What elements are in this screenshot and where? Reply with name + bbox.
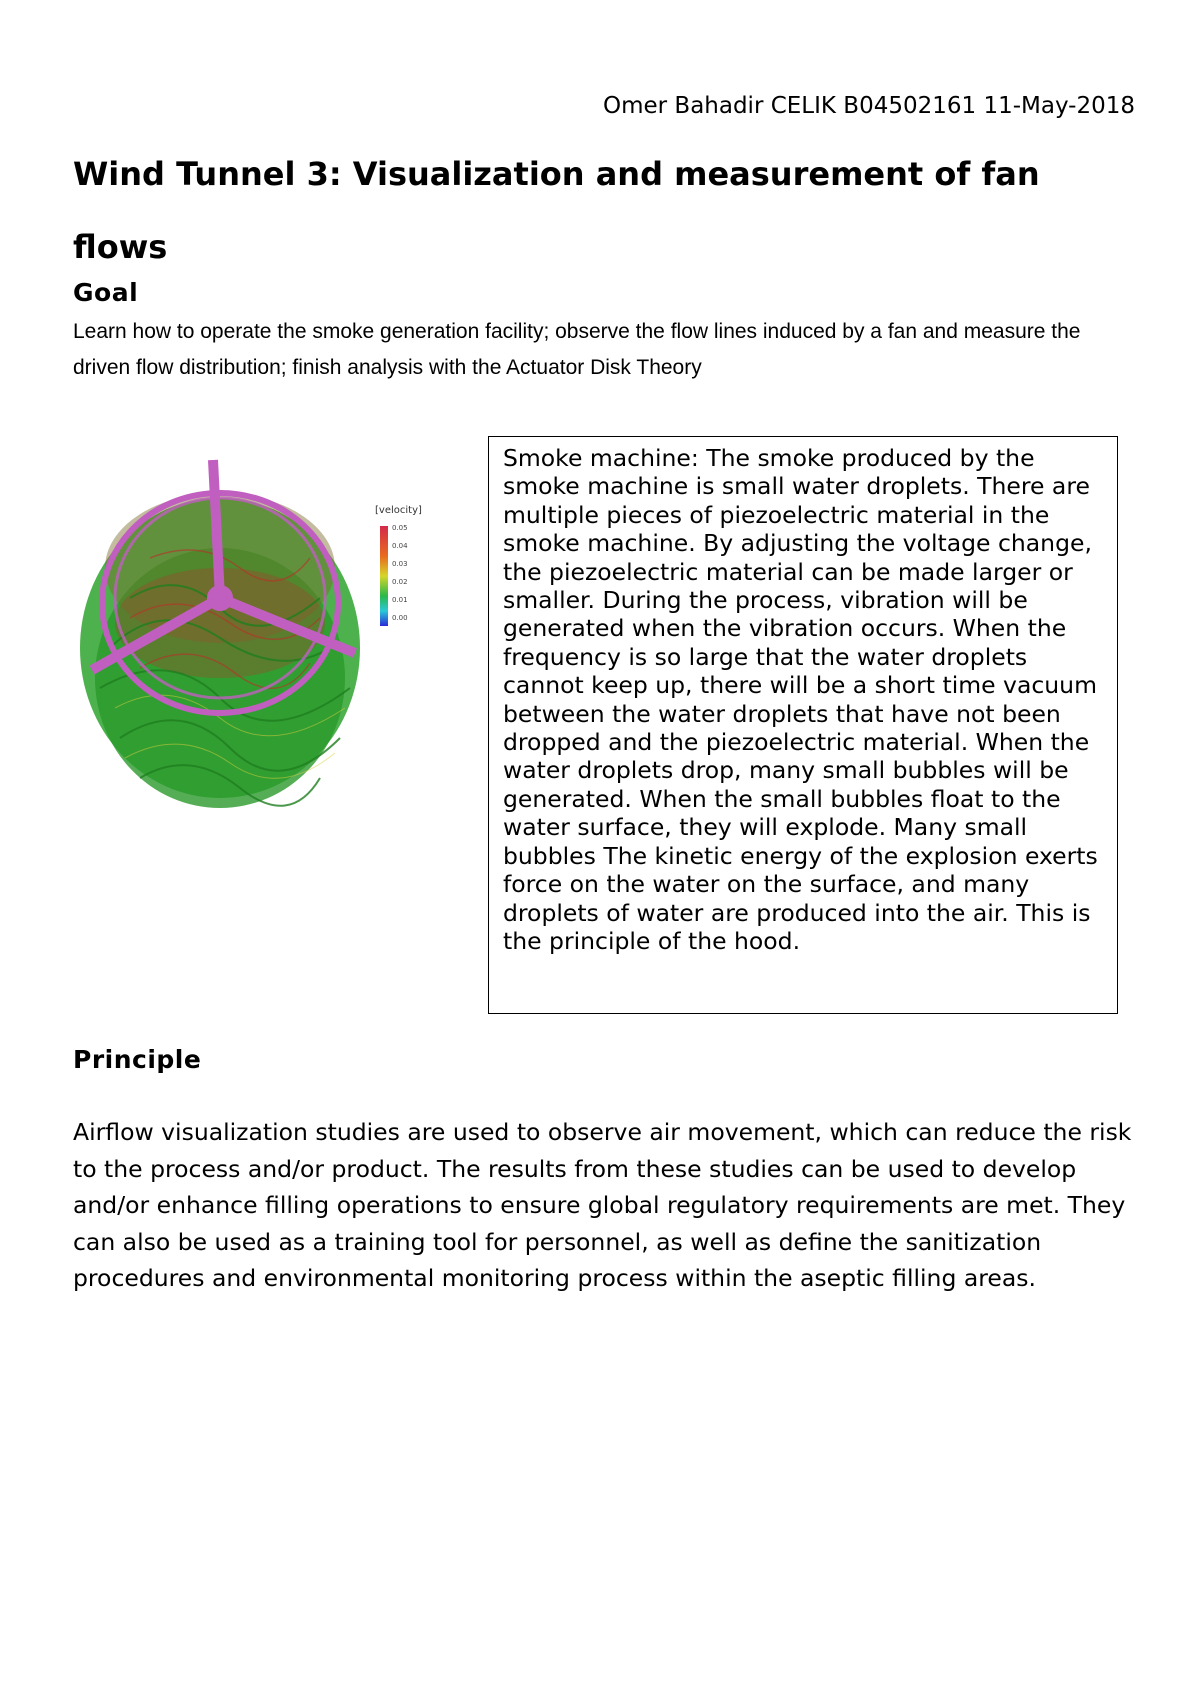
goal-heading: Goal	[73, 278, 139, 307]
fan-flow-figure	[70, 448, 430, 828]
principle-heading: Principle	[73, 1045, 202, 1074]
goal-text: Learn how to operate the smoke generation facility; observe the flow lines induced by a fan and measure the driven flow distribution; finish analysis with the Actuator Disk Theory	[73, 320, 1081, 379]
legend-tick: 0.03	[392, 560, 408, 568]
legend-tick: 0.05	[392, 524, 408, 532]
smoke-machine-textbox: Smoke machine: The smoke produced by the smoke machine is small water droplets. There are multiple pieces of piezoelectric material in the smoke machine. By adjusting the voltage change, the piezoelectric material can be made larger or smaller. During the process, vibration will be generated when the vibration occurs. When the frequency is so large that the water droplets cannot keep up, there will be a short time vacuum between the water droplets that have not been dropped and the piezoelectric material. When the water droplets drop, many small bubbles will be generated. When the small bubbles float to the water surface, they will explode. Many small bubbles The kinetic energy of the explosion exerts force on the water on the surface, and many droplets of water are produced into the air. This is the principle of the hood.	[488, 436, 1118, 1014]
legend-title: [velocity]	[375, 505, 422, 516]
legend-colorbar	[380, 526, 388, 626]
velocity-legend	[375, 505, 422, 626]
legend-tick: 0.01	[392, 596, 408, 604]
legend-tick: 0.02	[392, 578, 408, 586]
legend-tick: 0.04	[392, 542, 408, 550]
principle-text: Airflow visualization studies are used to observe air movement, which can reduce the risk to the process and/or product. The results from these studies can be used to develop and/or enhance filling operations to ensure global regulatory requirements are met. They can also be used as a training tool for personnel, as well as define the sanitization procedures and environmental monitoring process within the aseptic filling areas.	[73, 1118, 1132, 1292]
fan-flow-visualization-image	[70, 448, 430, 828]
author-date-line: Omer Bahadir CELIK B04502161 11-May-2018	[602, 93, 1135, 119]
legend-tick: 0.00	[392, 614, 408, 622]
page-title: Wind Tunnel 3: Visualization and measurement of fan flows	[73, 155, 1040, 266]
